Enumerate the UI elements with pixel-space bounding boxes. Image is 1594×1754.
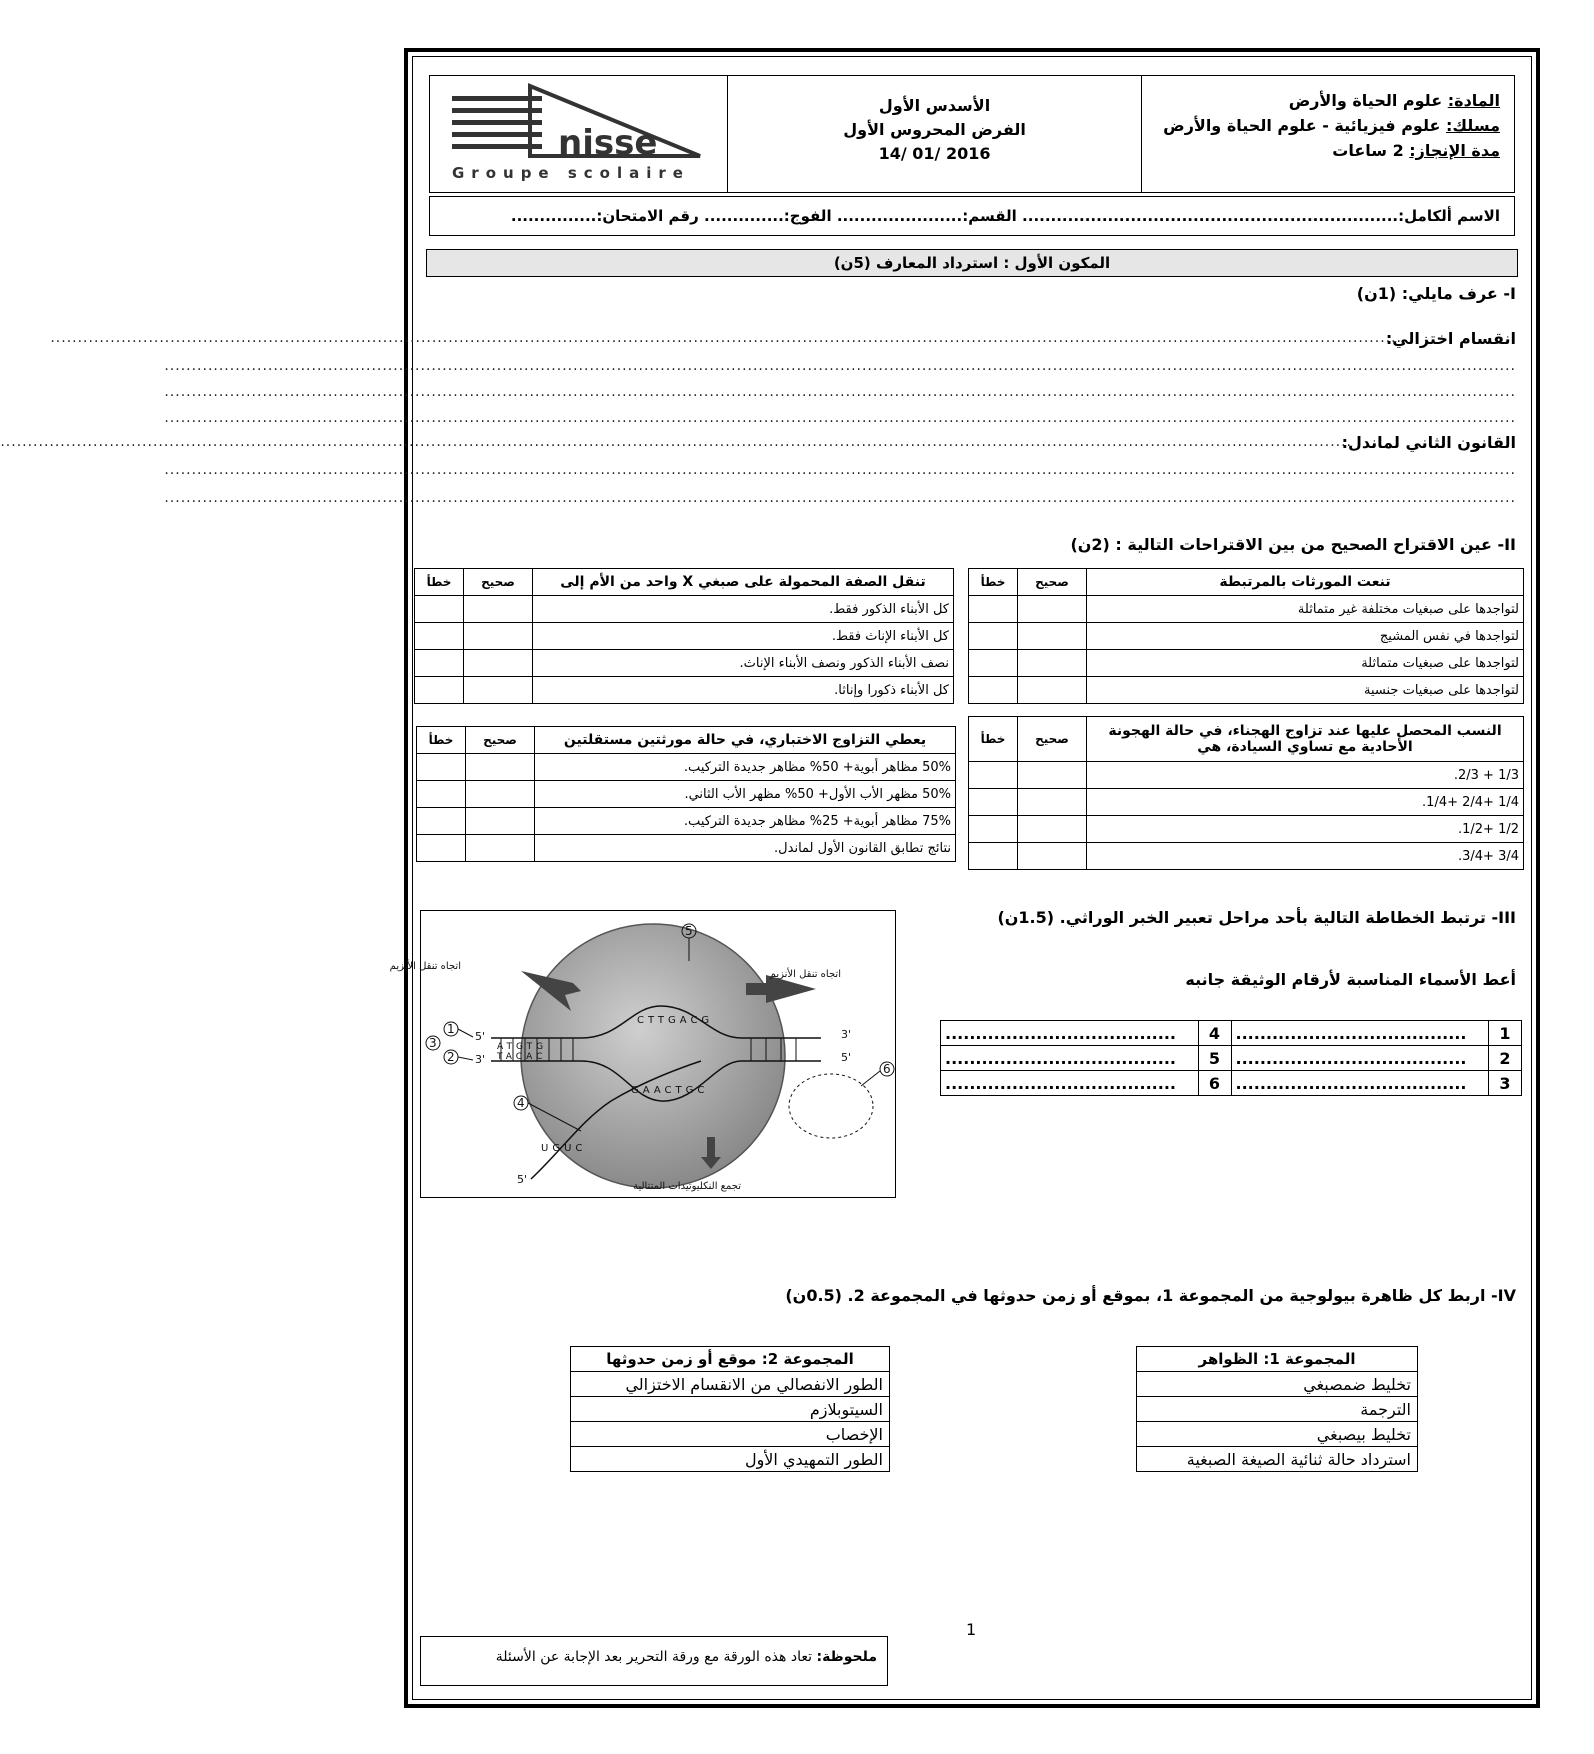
footer-note <box>420 1636 888 1686</box>
true-cell[interactable] <box>466 754 535 781</box>
table-row: 50% مظاهر أبوية+ 50% مظاهر جديدة التركيب. <box>417 754 956 781</box>
table-row: 75% مظاهر أبوية+ 25% مظاهر جديدة التركيب. <box>417 808 956 835</box>
svg-text:5': 5' <box>517 1173 528 1186</box>
list-item[interactable]: تخليط ضمصبغي <box>1137 1372 1418 1397</box>
false-cell[interactable] <box>417 754 466 781</box>
label-enzyme-direction-left: اتجاه تنقل الأنزيم <box>389 961 461 972</box>
class-field[interactable]: ...................... <box>836 207 963 225</box>
true-cell[interactable] <box>1018 677 1087 704</box>
exam-number-label: رقم الامتحان: <box>596 207 699 225</box>
q2-table-x-chromosome: تنقل الصفة المحمولة على صبغي X واحد من الأم إلى صحيح خطأ كل الأبناء الذكور فقط. كل الأبناء الإناث فقط. نصف الأبناء الذكور ونصف الأبناء الإناث. كل الأبناء ذكورا وإناثا. <box>414 568 954 704</box>
group1-table <box>1136 1346 1418 1472</box>
q3-instruction: أعط الأسماء المناسبة لأرقام الوثيقة جانبه <box>1185 970 1516 989</box>
answer-1-field[interactable]: ...................................... <box>1231 1021 1489 1046</box>
col-false: خطأ <box>969 569 1018 596</box>
true-cell[interactable] <box>1018 650 1087 677</box>
fullname-field[interactable]: .................................................................. <box>1022 207 1399 225</box>
table-row: لتواجدها على صبغيات متماثلة <box>969 650 1524 677</box>
false-cell[interactable] <box>969 762 1018 789</box>
duration-value: 2 ساعات <box>1332 141 1404 160</box>
group2-header: المجموعة 2: موقع أو زمن حدوثها <box>571 1347 890 1372</box>
exam-title: الفرض المحروس الأول <box>843 120 1026 139</box>
list-item[interactable]: الطور الانفصالي من الانقسام الاختزالي <box>571 1372 890 1397</box>
list-item[interactable]: السيتوبلازم <box>571 1397 890 1422</box>
answer-4-field[interactable]: ...................................... <box>941 1021 1199 1046</box>
svg-text:3': 3' <box>475 1053 486 1066</box>
false-cell[interactable] <box>969 789 1018 816</box>
track-value: علوم فيزيائية - علوم الحياة والأرض <box>1163 116 1441 135</box>
footer-note-label: ملحوظة: <box>816 1649 877 1665</box>
group-field[interactable]: .............. <box>704 207 784 225</box>
q1-answer-line-1[interactable]: ........................................................................................................................................................................................................................................................ <box>50 330 1402 346</box>
table-row: 3/4 +3/4. <box>969 843 1524 870</box>
answer-3-field[interactable]: ...................................... <box>1231 1071 1489 1096</box>
table-row: 1/4 +2/4 +1/4. <box>969 789 1524 816</box>
q1-answer-line-6[interactable]: ........................................................................................................................................................................................................................................................ <box>164 462 1516 478</box>
page-number: 1 <box>966 1620 977 1639</box>
table-row: كل الأبناء الإناث فقط. <box>415 623 954 650</box>
q1-title: I- عرف مايلي: (1ن) <box>1356 284 1516 303</box>
svg-text:3': 3' <box>841 1028 852 1041</box>
table-row: لتواجدها على صبغيات جنسية <box>969 677 1524 704</box>
label-nucleotide-assembly: تجمع النكليوتيدات المتتالية <box>633 1181 741 1192</box>
table-row: نصف الأبناء الذكور ونصف الأبناء الإناث. <box>415 650 954 677</box>
true-cell[interactable] <box>466 835 535 862</box>
table-row: كل الأبناء ذكورا وإناثا. <box>415 677 954 704</box>
true-cell[interactable] <box>1018 843 1087 870</box>
exam-header <box>429 75 1515 193</box>
subject-value: علوم الحياة والأرض <box>1288 91 1443 110</box>
false-cell[interactable] <box>415 623 464 650</box>
list-item[interactable]: تخليط بيصبغي <box>1137 1422 1418 1447</box>
section-1-title: المكون الأول : استرداد المعارف (5ن) <box>426 249 1518 277</box>
false-cell[interactable] <box>969 623 1018 650</box>
marker-5: 5 <box>685 924 693 938</box>
q3-title: III- ترتبط الخطاطة التالية بأحد مراحل تعبير الخبر الوراثي. (1.5ن) <box>997 908 1516 927</box>
footer-note-text: تعاد هذه الورقة مع ورقة التحرير بعد الإجابة عن الأسئلة <box>495 1649 813 1665</box>
student-info-row <box>429 196 1515 236</box>
q2-title: II- عين الاقتراح الصحيح من بين الاقتراحات التالية : (2ن) <box>1070 535 1516 554</box>
q1-answer-line-5[interactable]: ........................................................................................................................................................................................................................................................ <box>0 434 1352 450</box>
table-b-header: تنقل الصفة المحمولة على صبغي X واحد من الأم إلى <box>533 569 954 596</box>
sequence-rna: UGUC <box>541 1143 587 1154</box>
false-cell[interactable] <box>417 835 466 862</box>
col-true: صحيح <box>1018 569 1087 596</box>
answer-5-field[interactable]: ...................................... <box>941 1046 1199 1071</box>
q4-title: IV- اربط كل ظاهرة بيولوجية من المجموعة 1، بموقع أو زمن حدوثها في المجموعة 2. (0.5ن) <box>785 1286 1516 1305</box>
q1-answer-line-2[interactable]: ........................................................................................................................................................................................................................................................ <box>164 358 1516 374</box>
group2-table <box>570 1346 890 1472</box>
table-row: لتواجدها في نفس المشيج <box>969 623 1524 650</box>
svg-text:5': 5' <box>841 1051 852 1064</box>
marker-6: 6 <box>883 1062 891 1076</box>
school-logo <box>430 76 727 192</box>
logo-subtitle: Groupe scolaire <box>452 164 690 182</box>
true-cell[interactable] <box>1018 596 1087 623</box>
false-cell[interactable] <box>969 843 1018 870</box>
false-cell[interactable] <box>969 650 1018 677</box>
list-item[interactable]: الإخصاب <box>571 1422 890 1447</box>
answer-2-field[interactable]: ...................................... <box>1231 1046 1489 1071</box>
true-cell[interactable] <box>466 808 535 835</box>
true-cell[interactable] <box>464 677 533 704</box>
q1-term-meiosis: انقسام اختزالي: <box>1385 329 1516 348</box>
marker-3: 3 <box>429 1036 437 1050</box>
list-item[interactable]: الطور التمهيدي الأول <box>571 1447 890 1472</box>
exam-date: 14/ 01/ 2016 <box>878 144 991 163</box>
table-row: 1/3 + 2/3. <box>969 762 1524 789</box>
duration-label: مدة الإنجاز: <box>1409 141 1500 160</box>
group1-header: المجموعة 1: الظواهر <box>1137 1347 1418 1372</box>
q2-table-linked-genes <box>968 568 1524 704</box>
sequence-bottom: GAACTGC <box>631 1085 709 1096</box>
q2-table-test-cross: يعطي التزاوج الاختباري، في حالة مورثتين مستقلتين صحيح خطأ 50% مظاهر أبوية+ 50% مظاهر جديدة التركيب. 50% مظهر الأب الأول+ 50% مظهر الأب الثاني. 75% مظاهر أبوية+ 25% مظاهر جديدة التركيب. نتائج تطابق القانون الأول لماندل. <box>416 726 956 862</box>
true-cell[interactable] <box>1018 762 1087 789</box>
q1-answer-line-4[interactable]: ........................................................................................................................................................................................................................................................ <box>164 410 1516 426</box>
q3-answer-table: 1 ...................................... 4 ...................................... 2 ...................................... 5 ...................................... 3 ...................................... 6 ...................................... <box>940 1020 1522 1096</box>
logo-graphic <box>430 76 726 192</box>
true-cell[interactable] <box>464 623 533 650</box>
label-enzyme-direction-right: اتجاه تنقل الأنزيم <box>769 969 841 980</box>
table-row: لتواجدها على صبغيات مختلفة غير متماثلة <box>969 596 1524 623</box>
marker-4: 4 <box>517 1096 525 1110</box>
table-row: كل الأبناء الذكور فقط. <box>415 596 954 623</box>
sequence-top: CTTGACG <box>637 1015 714 1026</box>
table-row: 1/2 +1/2. <box>969 816 1524 843</box>
list-item[interactable]: الترجمة <box>1137 1397 1418 1422</box>
table-a-header: تنعت المورثات بالمرتبطة <box>1087 569 1524 596</box>
sequence-left-bottom: TACAC <box>497 1052 547 1062</box>
transcription-diagram <box>389 911 895 1197</box>
true-cell[interactable] <box>1018 789 1087 816</box>
false-cell[interactable] <box>417 808 466 835</box>
marker-2: 2 <box>447 1050 455 1064</box>
q1-answer-line-7[interactable]: ........................................................................................................................................................................................................................................................ <box>164 490 1516 506</box>
class-label: القسم: <box>962 207 1017 225</box>
answer-6-field[interactable]: ...................................... <box>941 1071 1199 1096</box>
logo-name: nisse <box>558 123 658 163</box>
table-d-header: يعطي التزاوج الاختباري، في حالة مورثتين مستقلتين <box>535 727 956 754</box>
list-item[interactable]: استرداد حالة ثنائية الصيغة الصبغية <box>1137 1447 1418 1472</box>
q1-term-mendel-law: القانون الثاني لماندل: <box>1341 433 1516 452</box>
group-label: الفوج: <box>783 207 832 225</box>
false-cell[interactable] <box>415 677 464 704</box>
false-cell[interactable] <box>969 816 1018 843</box>
true-cell[interactable] <box>1018 816 1087 843</box>
table-row: 50% مظهر الأب الأول+ 50% مظهر الأب الثاني. <box>417 781 956 808</box>
true-cell[interactable] <box>464 596 533 623</box>
q1-answer-line-3[interactable]: ........................................................................................................................................................................................................................................................ <box>164 384 1516 400</box>
table-row: نتائج تطابق القانون الأول لماندل. <box>417 835 956 862</box>
q2-table-hybrid-ratios: النسب المحصل عليها عند تزاوج الهجناء، في حالة الهجونة الأحادية مع تساوي السيادة، هي صحيح خطأ 1/3 + 2/3. 1/4 +2/4 +1/4. 1/2 +1/2. 3/4 +3/4. <box>968 716 1524 870</box>
subject-label: المادة: <box>1447 91 1500 110</box>
semester-label: الأسدس الأول <box>878 96 991 115</box>
fullname-label: الاسم ألكامل: <box>1398 207 1500 225</box>
false-cell[interactable] <box>417 781 466 808</box>
sequence-left-top: ATGTG <box>497 1042 548 1052</box>
true-cell[interactable] <box>466 781 535 808</box>
false-cell[interactable] <box>415 650 464 677</box>
false-cell[interactable] <box>415 596 464 623</box>
true-cell[interactable] <box>464 650 533 677</box>
false-cell[interactable] <box>969 677 1018 704</box>
table-c-header: النسب المحصل عليها عند تزاوج الهجناء، في حالة الهجونة الأحادية مع تساوي السيادة، هي <box>1087 717 1524 762</box>
marker-1: 1 <box>447 1022 455 1036</box>
header-title-cell <box>727 76 1140 192</box>
track-label: مسلك: <box>1445 116 1500 135</box>
false-cell[interactable] <box>969 596 1018 623</box>
header-subject-cell <box>1141 76 1514 192</box>
transcription-figure <box>389 910 896 1198</box>
true-cell[interactable] <box>1018 623 1087 650</box>
svg-text:5': 5' <box>475 1030 486 1043</box>
exam-number-field[interactable]: ............... <box>510 207 597 225</box>
